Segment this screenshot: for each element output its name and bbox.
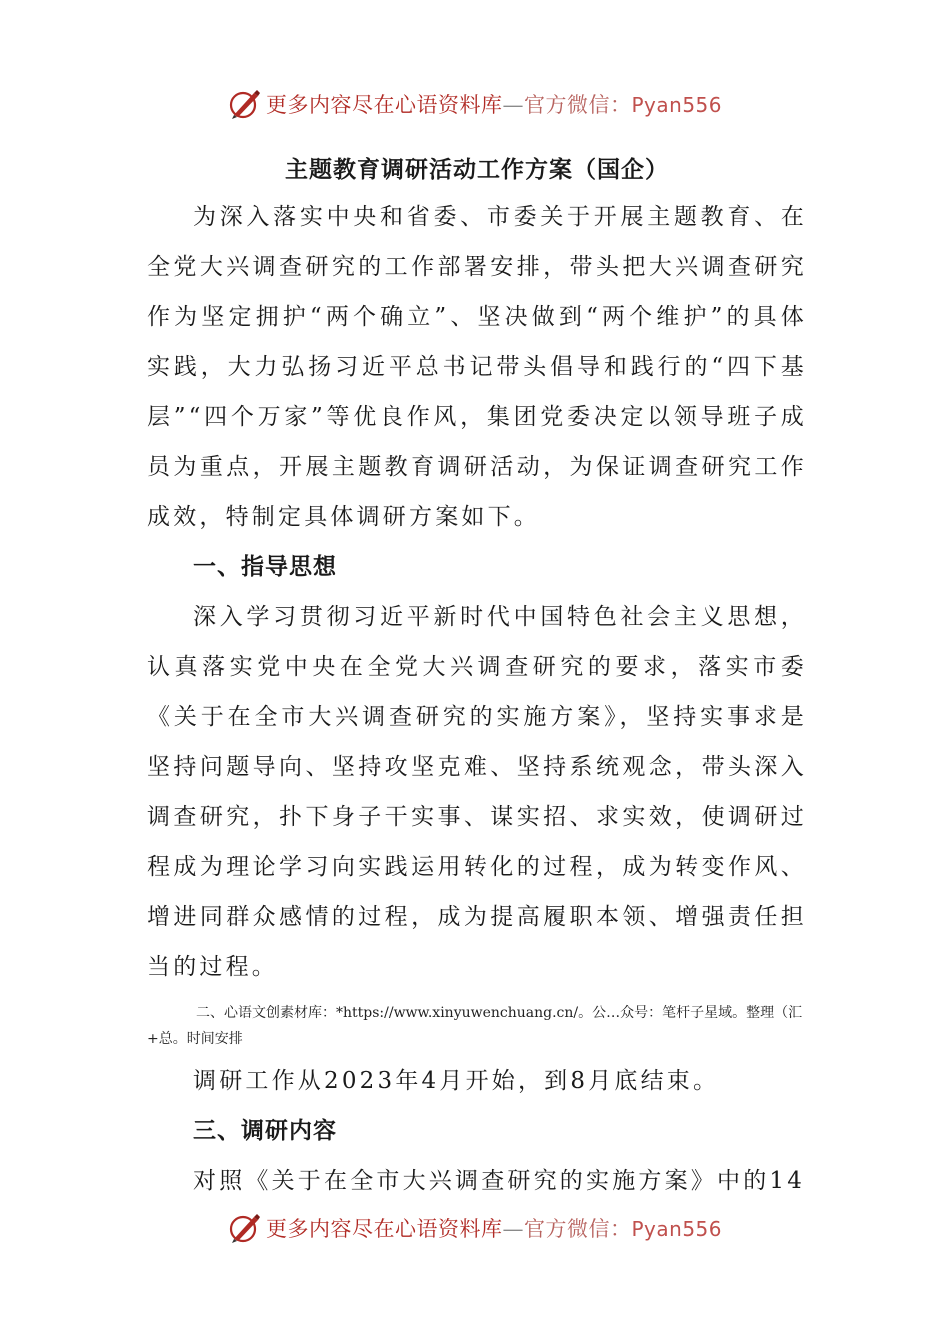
brand-name: 更多内容尽在心语资料库 (265, 93, 503, 117)
banner-text (266, 1213, 722, 1243)
wechat-id: Pyan556 (631, 1217, 722, 1241)
section2-paragraph: 调研工作从2023年4月开始，到8月底结束。 (193, 1068, 720, 1094)
wechat-label: 官方微信： (523, 1217, 632, 1241)
section1-heading: 一、指导思想 (193, 553, 337, 580)
document-body (147, 148, 807, 1206)
wechat-id: Pyan556 (631, 93, 722, 117)
section1-paragraph: 深入学习贯彻习近平新时代中国特色社会主义思想，认真落实党中央在全党大兴调查研究的要求，落实市委《关于在全市大兴调查研究的实施方案》，坚持实事求是坚持问题导向、坚持攻坚克难、坚持系统观念，带头深入调查研究，扑下身子干实事、谋实招、求实效，使调研过程成为理论学习向实践运用转化的过程，成为转变作风、增进同群众感情的过程，成为提高履职本领、增强责任担当的过程。 (147, 604, 807, 980)
header-banner (0, 84, 950, 124)
section3-heading: 三、调研内容 (193, 1117, 337, 1144)
brand-dash: — (502, 93, 524, 117)
banner-text (266, 89, 722, 119)
wechat-label: 官方微信： (523, 93, 632, 117)
section3-paragraph: 对照《关于在全市大兴调查研究的实施方案》中的14 (193, 1168, 806, 1194)
section2-heading-note: 二、心语文创素材库：*https://www.xinyuwenchuang.cn/。公…众号：笔杆子星域。整理（汇+总。时间安排 (147, 1005, 803, 1047)
brand-name: 更多内容尽在心语资料库 (265, 1217, 503, 1241)
intro-paragraph: 为深入落实中央和省委、市委关于开展主题教育、在全党大兴调查研究的工作部署安排，带头把大兴调查研究作为坚定拥护“两个确立”、坚决做到“两个维护”的具体实践，大力弘扬习近平总书记带头倡导和践行的“四下基层”“四个万家”等优良作风，集团党委决定以领导班子成员为重点，开展主题教育调研活动，为保证调查研究工作成效，特制定具体调研方案如下。 (147, 204, 807, 530)
brand-dash: — (502, 1217, 524, 1241)
footer-banner (0, 1208, 950, 1248)
pen-logo-icon (228, 87, 262, 121)
document-title: 主题教育调研活动工作方案（国企） (285, 156, 669, 183)
pen-logo-icon (228, 1211, 262, 1245)
